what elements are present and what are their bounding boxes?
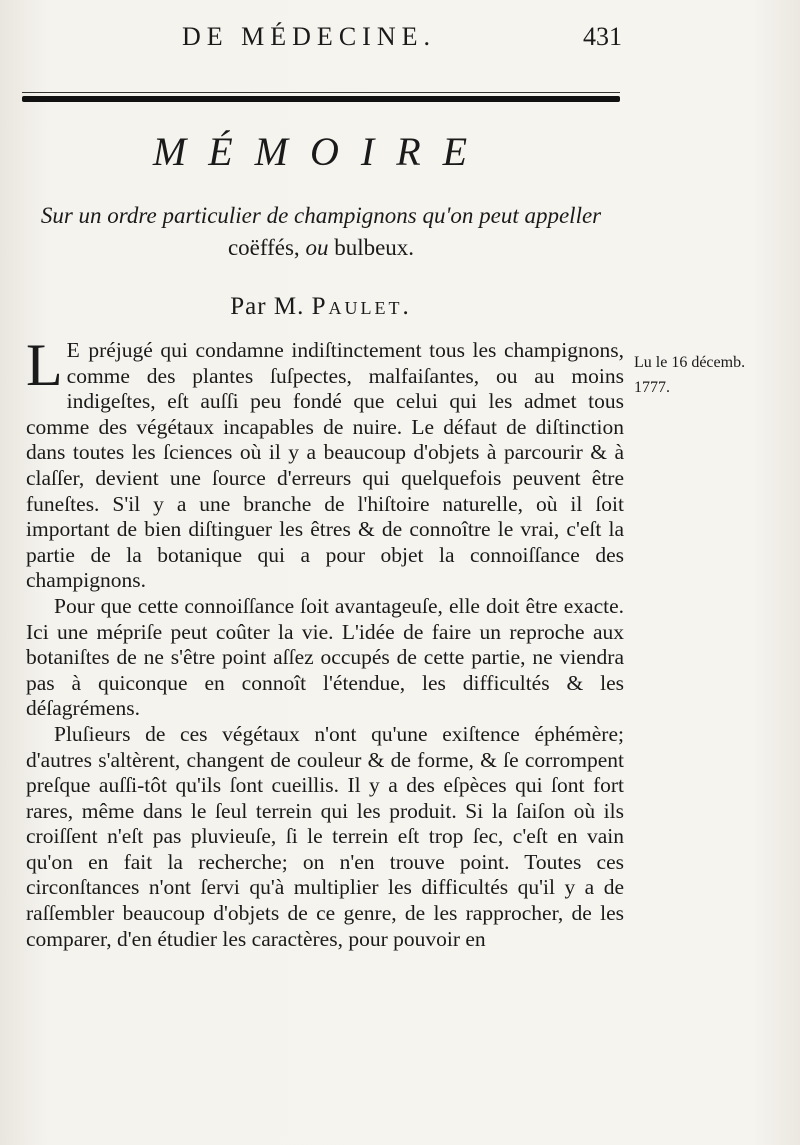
page-number: 431 bbox=[583, 22, 622, 51]
paragraph-2: Pour que cette connoiſſance ſoit avantageuſe, elle doit être exacte. Ici une mépriſe peut coûter la vie. L'idée de faire un reproche aux botaniſtes de ne s'être point aſſez occupés de cette partie, ne viendra pas à quiconque en connoît l'étendue, les difficultés & les déſagrémens. bbox=[26, 593, 624, 721]
subtitle-word-bulbeux: bulbeux. bbox=[334, 235, 415, 260]
drop-cap: L bbox=[26, 332, 63, 398]
margin-note bbox=[634, 350, 794, 400]
author-name: Paulet. bbox=[311, 293, 412, 320]
memoir-title: MÉMOIRE bbox=[152, 129, 490, 174]
subtitle-word-coeffes: coëffés, bbox=[227, 235, 300, 260]
author-line bbox=[22, 293, 620, 321]
header-rule-thick bbox=[22, 96, 620, 102]
paragraph-3: Pluſieurs de ces végétaux n'ont qu'une exiſtence éphémère; d'autres s'altèrent, changent de couleur & de forme, & ſe corrompent preſque auſſi-tôt qu'ils ſont cueillis. Il y a des eſpèces qui ſont fort rares, même dans le ſeul terrein qui les produit. Si la ſaiſon où ils croiſſent n'eſt pas pluvieuſe, ſi le terrein eſt trop ſec, c'eſt en vain qu'on en fait la recherche; on n'en trouve point. Toutes ces circonſtances n'ont ſervi qu'à multiplier les difficultés qu'il y a de raſſembler beaucoup d'objets de ce genre, de les rapprocher, de les comparer, d'en étudier les caractères, pour pouvoir en bbox=[26, 721, 624, 951]
running-title: DE MÉDECINE. bbox=[182, 22, 436, 51]
margin-note-date: Lu le 16 décemb. bbox=[634, 354, 746, 371]
paragraph-1 bbox=[26, 332, 624, 594]
header-rule-thin bbox=[22, 92, 620, 93]
subtitle-line-2 bbox=[22, 232, 620, 264]
subtitle-line-1: Sur un ordre particulier de champignons qu'on peut appeller bbox=[40, 203, 602, 228]
paragraph-1-text: préjugé qui condamne indiſtinctement tous les champignons, comme des plantes ſuſpectes, malfaiſantes, ou au moins indigeſtes, eſt auſſi peu fondé que celui qui les admet tous comme des végétaux incapables de nuire. Le défaut de diſtinction dans toutes les ſciences où il y a beaucoup d'objets à parcourir & à claſſer, devient une ſource d'erreurs qui quelquefois peuvent être funeſtes. S'il y a une branche de l'hiſtoire naturelle, où il ſoit important de bien diſtinguer les êtres & de connoître le vrai, c'eſt la partie de la botanique qui a pour objet la connoiſſance des champignons. bbox=[26, 338, 624, 593]
memoir-subtitle bbox=[22, 200, 620, 264]
running-head bbox=[22, 22, 622, 58]
margin-note-year: 1777. bbox=[634, 379, 670, 396]
subtitle-word-ou: ou bbox=[305, 235, 329, 260]
body-text bbox=[26, 332, 624, 952]
first-word-rest: E bbox=[66, 338, 81, 362]
author-prefix: Par M. bbox=[230, 293, 305, 320]
